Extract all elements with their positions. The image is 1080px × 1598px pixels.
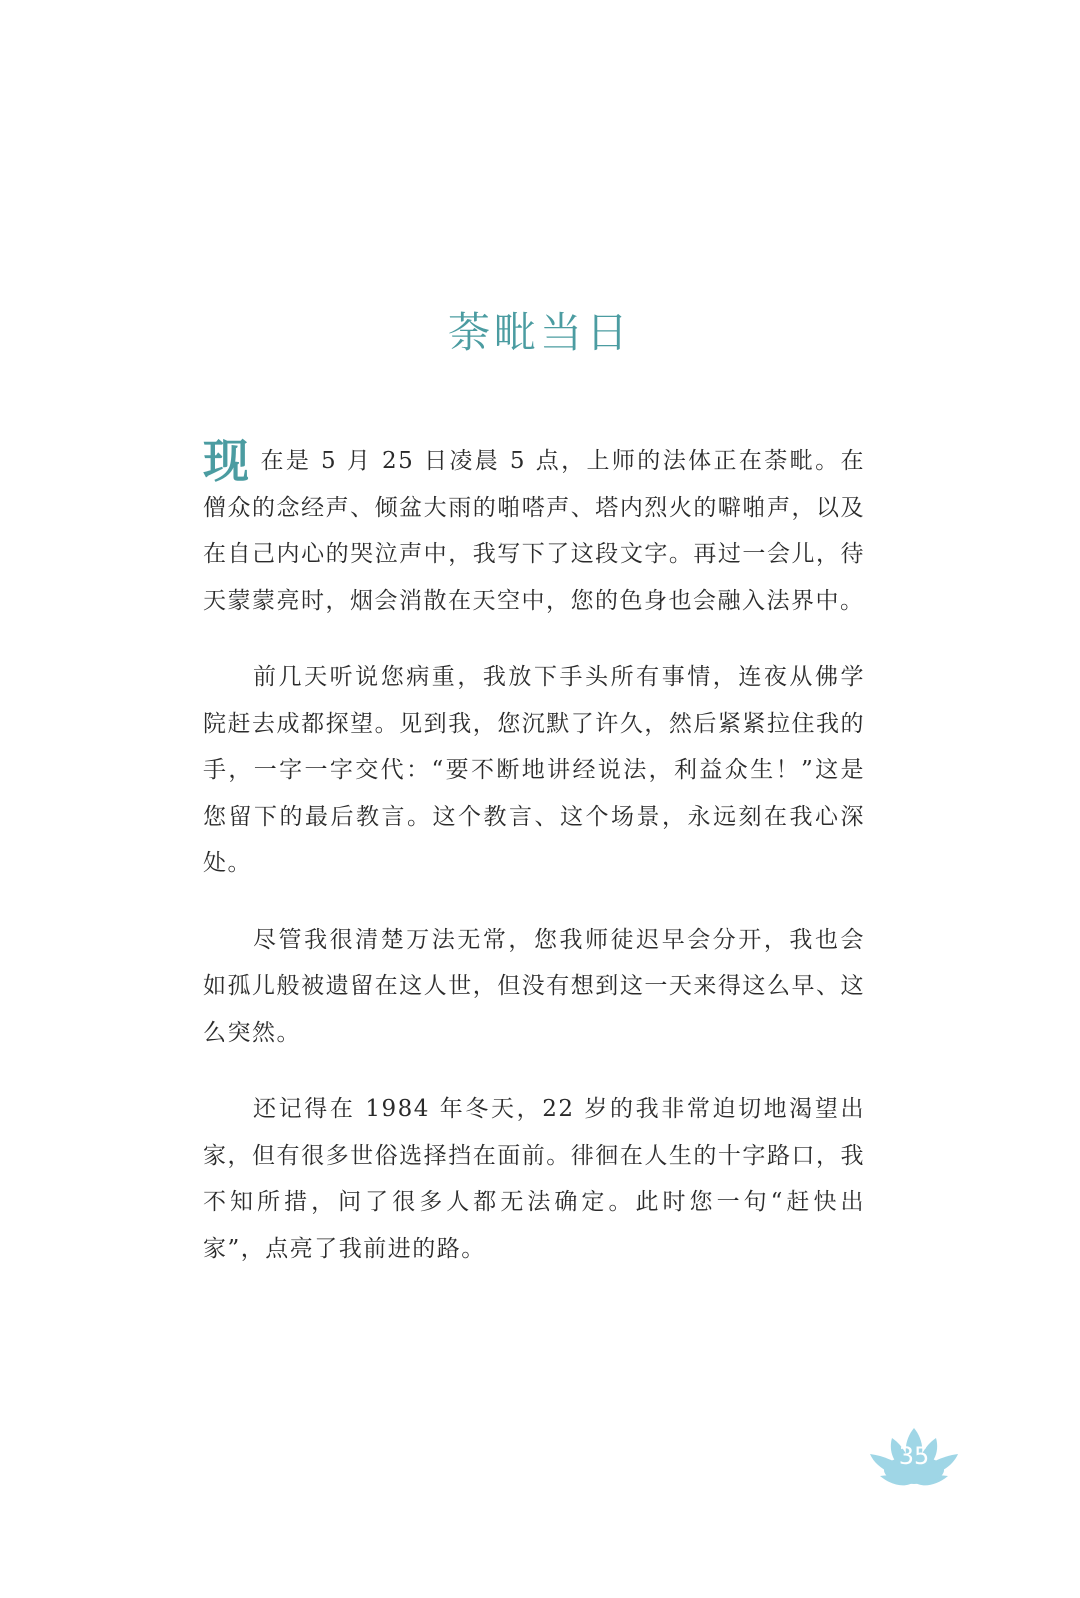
drop-cap: 现 [203, 434, 251, 488]
page-title: 荼毗当日 [447, 308, 632, 357]
paragraph-1-text: 在是 5 月 25 日凌晨 5 点，上师的法体正在荼毗。在僧众的念经声、倾盆大雨的啪嗒声、塔内烈火的噼啪声，以及在自己内心的哭泣声中，我写下了这段文字。再过一会儿，待天蒙蒙亮时，烟会消散在天空中，您的色身也会融入法界中。 [203, 448, 865, 614]
page-number: 35 [898, 1442, 930, 1470]
paragraph-2: 前几天听说您病重，我放下手头所有事情，连夜从佛学院赶去成都探望。见到我，您沉默了许久，然后紧紧拉住我的手，一字一字交代：“要不断地讲经说法，利益众生！”这是您留下的最后教言。这个教言、这个场景，永远刻在我心深处。 [203, 664, 865, 876]
page-number-badge [862, 1424, 966, 1494]
paragraph-3: 尽管我很清楚万法无常，您我师徒迟早会分开，我也会如孤儿般被遗留在这人世，但没有想到这一天来得这么早、这么突然。 [203, 926, 865, 1046]
paragraph-4: 还记得在 1984 年冬天，22 岁的我非常迫切地渴望出家，但有很多世俗选择挡在面前。徘徊在人生的十字路口，我不知所措，问了很多人都无法确定。此时您一句“赶快出家”，点亮了我前进的路。 [203, 1096, 865, 1262]
article-body [203, 434, 865, 1302]
paragraph-1 [203, 434, 865, 624]
